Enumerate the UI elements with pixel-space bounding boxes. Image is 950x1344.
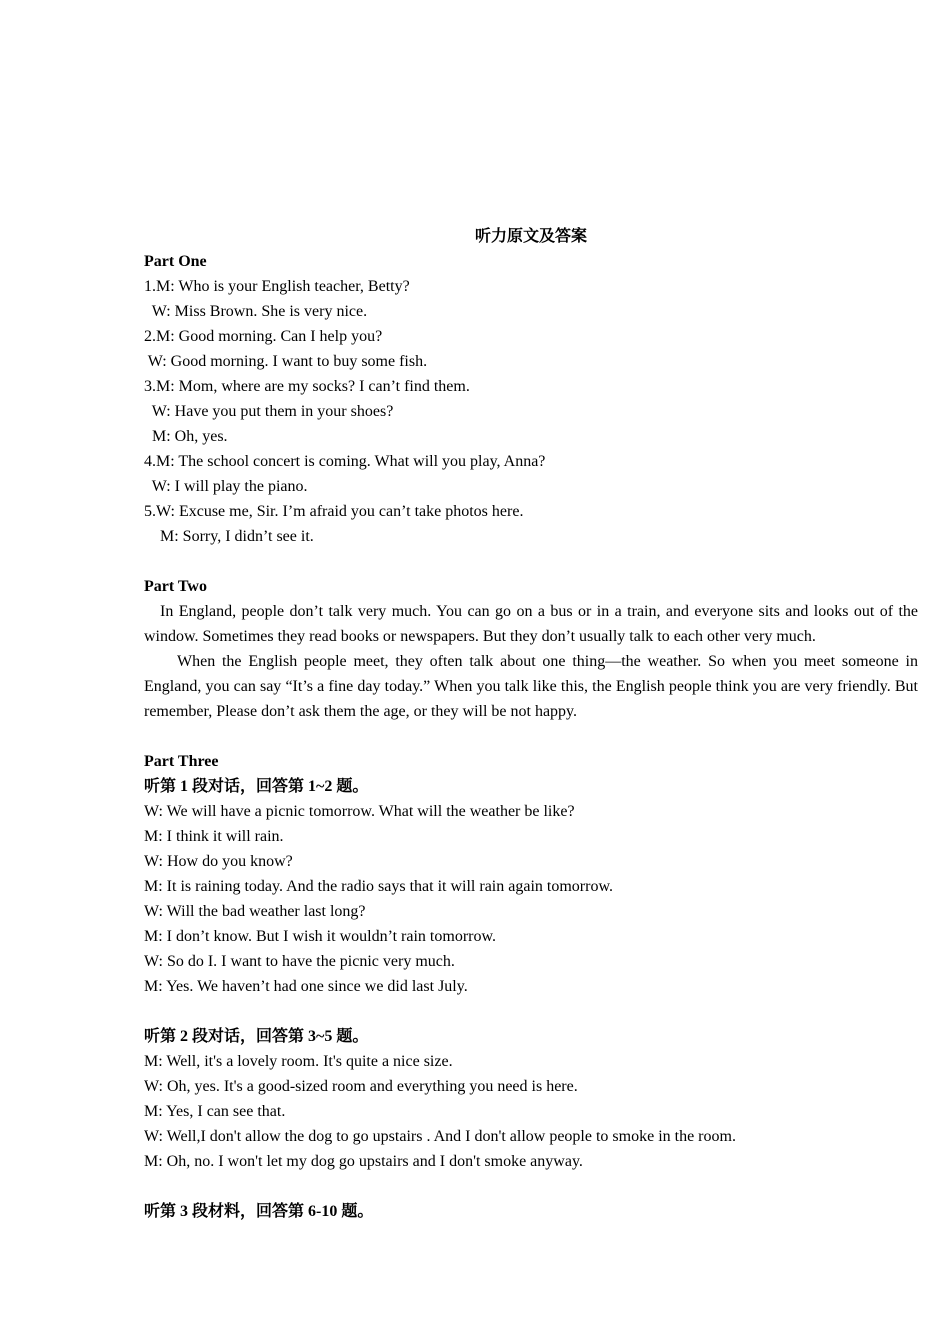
part-one-heading: Part One [144,253,207,270]
dialogue-line: W: I will play the piano. [144,478,308,495]
section-label: 听第 2 段对话，回答第 3~5 题。 [144,1028,369,1045]
dialogue-line: M: Yes. We haven’t had one since we did last July. [144,978,468,995]
spacer [144,999,918,1024]
dialogue-line: W: Oh, yes. It's a good-sized room and everything you need is here. [144,1078,578,1095]
dialogue-line: W: Miss Brown. She is very nice. [144,303,368,320]
spacer [144,724,918,749]
spacer [144,549,918,574]
dialogue-line: M: Oh, no. I won't let my dog go upstairs and I don't smoke anyway. [144,1153,583,1170]
dialogue-line: W: Good morning. I want to buy some fish. [144,353,428,370]
part-two-heading: Part Two [144,578,207,595]
dialogue-line: W: Well,I don't allow the dog to go upstairs . And I don't allow people to smoke in the room. [144,1128,736,1145]
passage-paragraph: When the English people meet, they often talk about one thing—the weather. So when you meet someone in England, you can say “It’s a fine day today.” When you talk like this, the English people think you are very friendly. But remember, Please don’t ask them the age, or they will be not happy. [144,653,918,720]
dialogue-line: M: I don’t know. But I wish it wouldn’t rain tomorrow. [144,928,496,945]
document-content [144,224,918,1224]
dialogue-line: M: Yes, I can see that. [144,1103,286,1120]
dialogue-line: M: I think it will rain. [144,828,284,845]
dialogue-line: W: How do you know? [144,853,293,870]
dialogue-line: W: So do I. I want to have the picnic very much. [144,953,455,970]
dialogue-line: M: Sorry, I didn’t see it. [144,528,314,545]
dialogue-line: M: Oh, yes. [144,428,228,445]
dialogue-line: W: Have you put them in your shoes? [144,403,394,420]
section-label: 听第 3 段材料，回答第 6-10 题。 [144,1203,374,1220]
section-label: 听第 1 段对话，回答第 1~2 题。 [144,778,369,795]
dialogue-line: M: It is raining today. And the radio says that it will rain again tomorrow. [144,878,613,895]
dialogue-line: W: Will the bad weather last long? [144,903,366,920]
dialogue-line: M: Well, it's a lovely room. It's quite a nice size. [144,1053,453,1070]
passage-paragraph: In England, people don’t talk very much. You can go on a bus or in a train, and everyone sits and looks out of the window. Sometimes they read books or newspapers. But they don’t usually talk to each other very much. [144,603,918,645]
spacer [144,1174,918,1199]
part-three-heading: Part Three [144,753,219,770]
document-title: 听力原文及答案 [474,228,587,245]
dialogue-line: 2.M: Good morning. Can I help you? [144,328,383,345]
dialogue-line: W: We will have a picnic tomorrow. What will the weather be like? [144,803,575,820]
dialogue-line: 1.M: Who is your English teacher, Betty? [144,278,410,295]
dialogue-line: 3.M: Mom, where are my socks? I can’t find them. [144,378,470,395]
dialogue-line: 5.W: Excuse me, Sir. I’m afraid you can’t take photos here. [144,503,524,520]
dialogue-line: 4.M: The school concert is coming. What will you play, Anna? [144,453,546,470]
